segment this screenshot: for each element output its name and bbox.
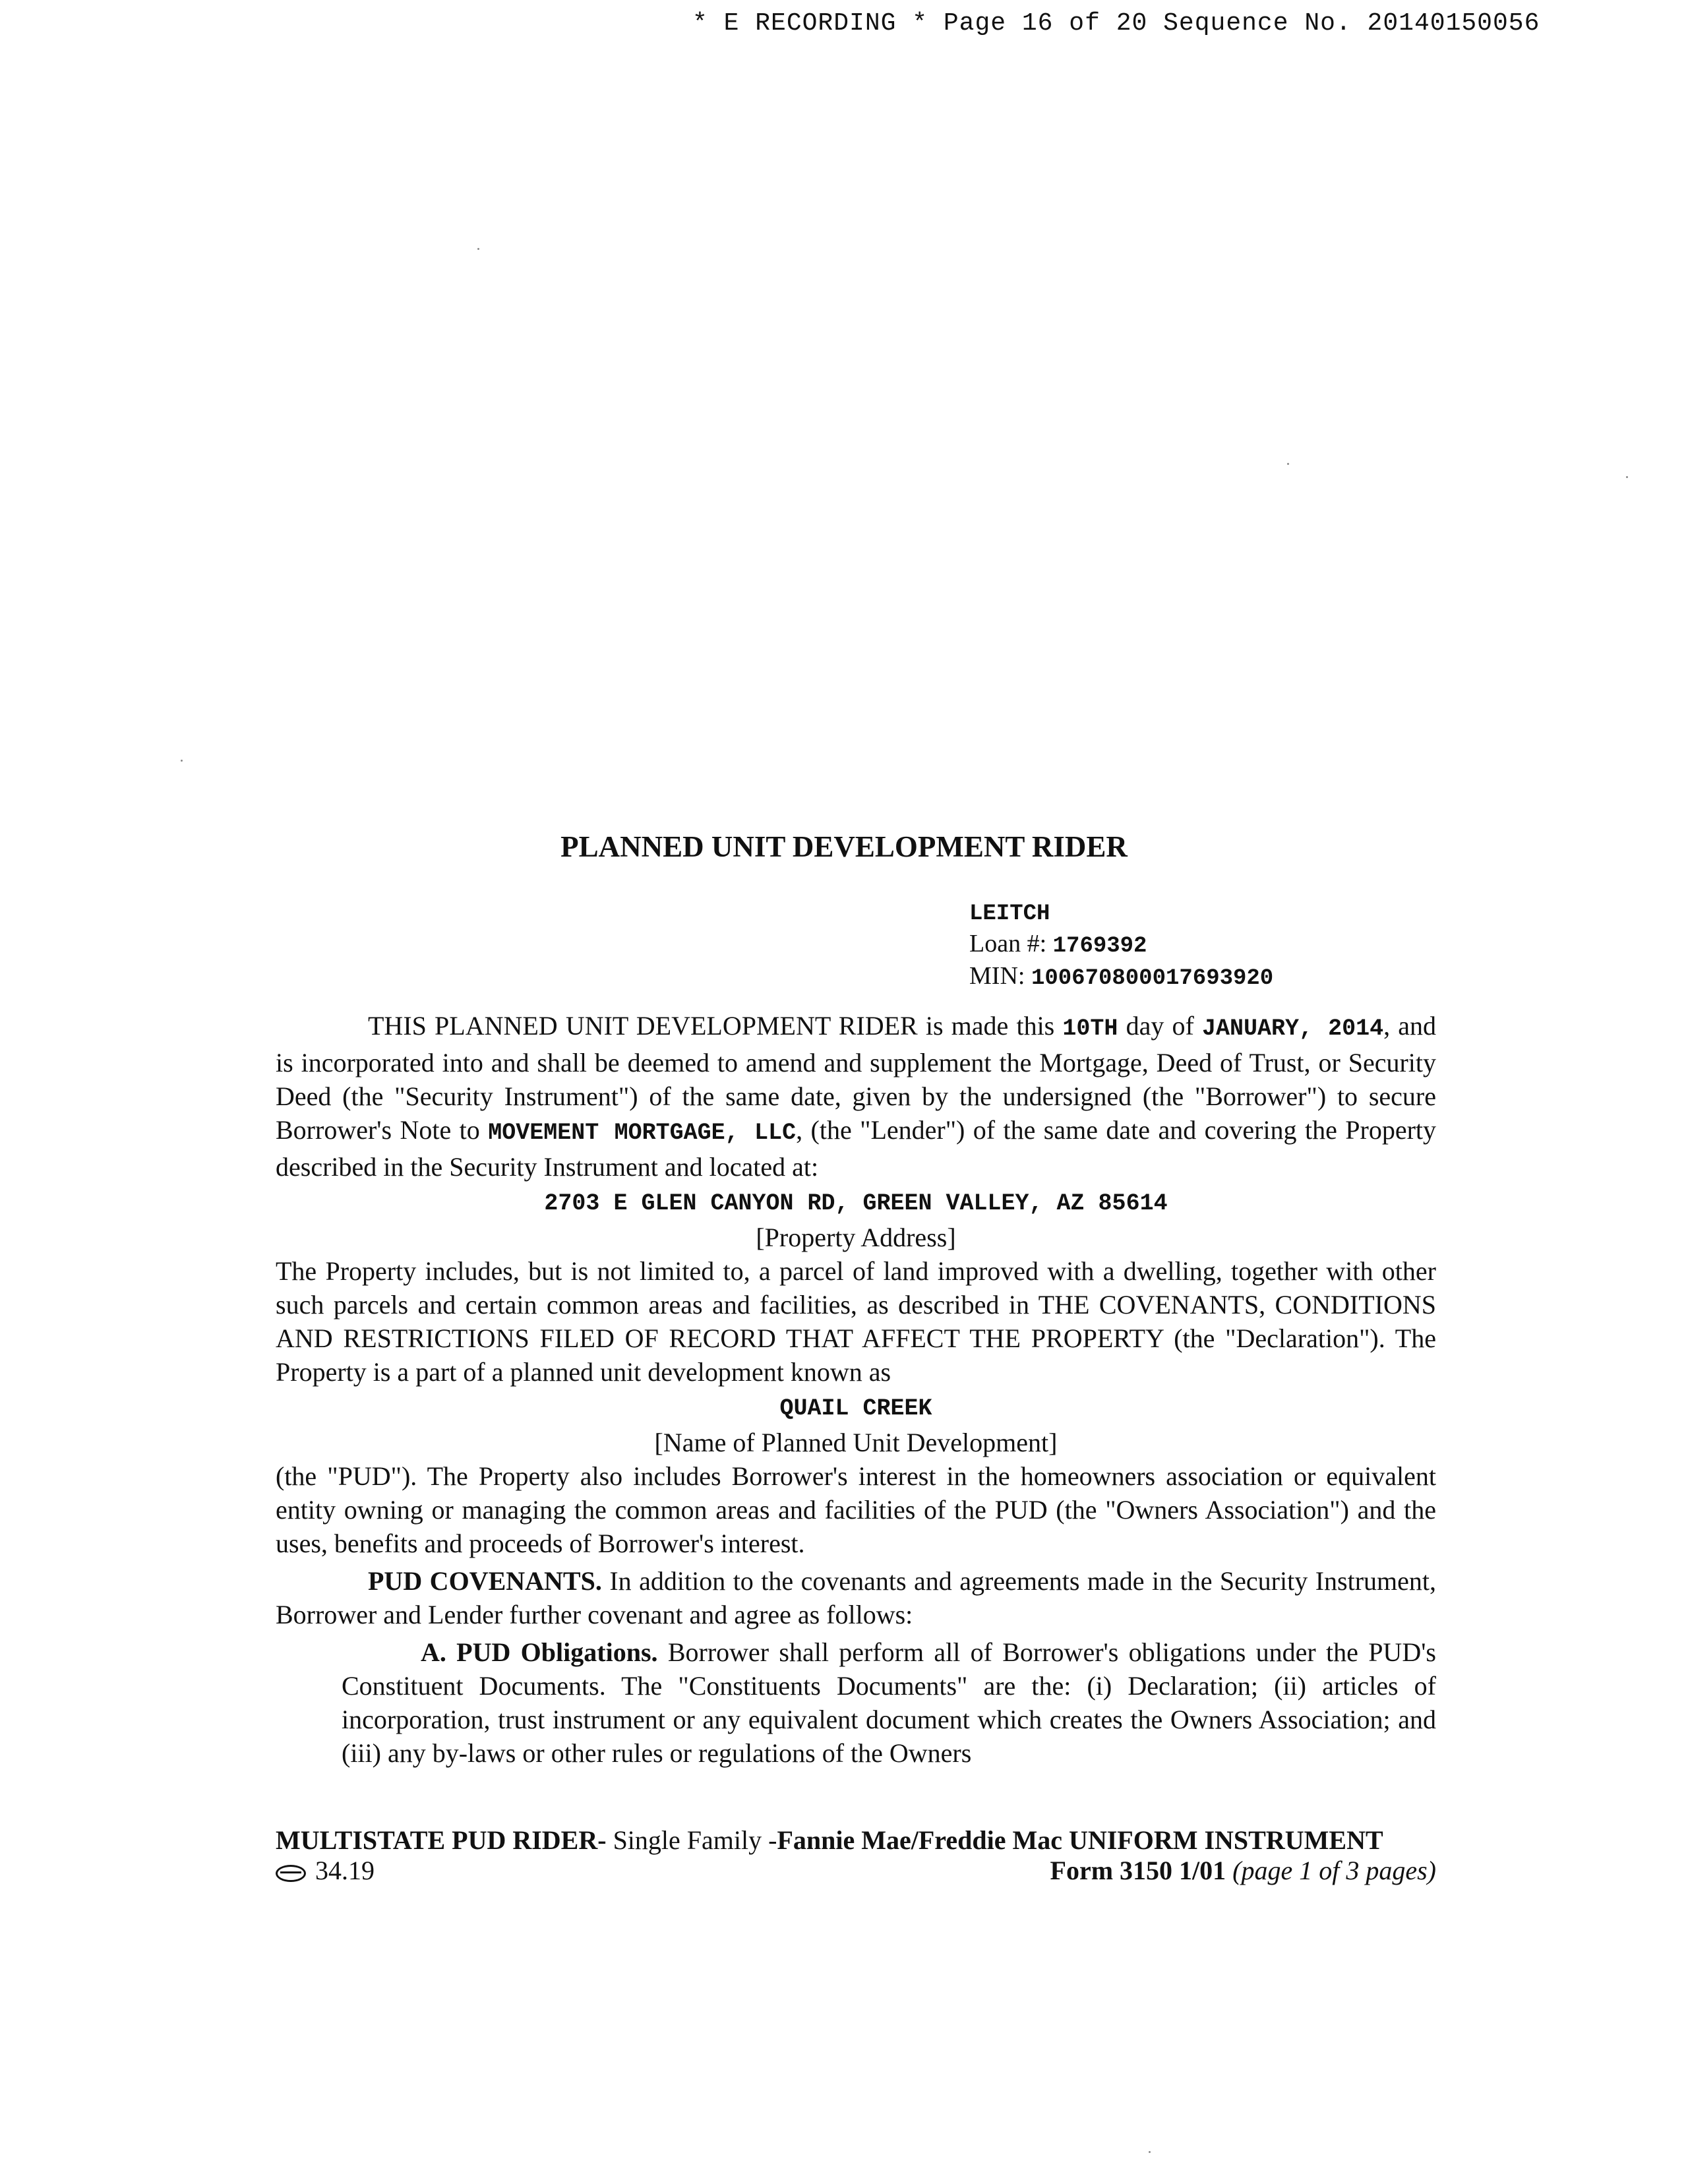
form-footer — [276, 1825, 1436, 1886]
pud-name: QUAIL CREEK — [779, 1395, 932, 1422]
scan-speck — [1287, 463, 1289, 465]
scan-speck — [1626, 476, 1628, 478]
intro-text-3: , and is incorporated into and shall be deemed to amend and supplement the Mortgage, Deed of Trust, or Security Deed (the "Security Instrument") of the same date, given by the undersigned (the "Borrower") to secure Borrower's Note to — [276, 1011, 1437, 1145]
pud-paragraph: (the "PUD"). The Property also includes Borrower's interest in the homeowners association or equivalent entity owning or managing the common areas and facilities of the PUD (the "Owners Association") and the uses, benefits and proceeds of Borrower's interest. — [276, 1461, 1436, 1558]
rider-body — [276, 1009, 1436, 1770]
covenants-paragraph — [276, 1564, 1436, 1631]
section-a-paragraph — [276, 1635, 1436, 1770]
form-vendor-logo-icon — [276, 1865, 306, 1882]
scan-speck — [181, 760, 183, 762]
loan-number: 1769392 — [1052, 934, 1147, 959]
intro-paragraph — [276, 1009, 1436, 1184]
intro-text-4: , (the "Lender") of the same date and covering the Property described in the Security Instrument and located at: — [276, 1115, 1437, 1182]
footer-title-bold: MULTISTATE PUD RIDER- — [276, 1825, 607, 1855]
scan-speck — [1149, 2151, 1151, 2153]
footer-form-info — [276, 1856, 1436, 1886]
property-address-block — [276, 1184, 1436, 1254]
footer-title-mid: Single Family - — [613, 1825, 777, 1855]
borrower-name: LEITCH — [969, 901, 1050, 926]
property-address: 2703 E GLEN CANYON RD, GREEN VALLEY, AZ 85614 — [544, 1190, 1168, 1217]
loan-number-label: Loan #: — [969, 930, 1047, 957]
property-address-label: [Property Address] — [756, 1223, 956, 1252]
min-number: 100670800017693920 — [1031, 966, 1274, 991]
form-version: 34.19 — [315, 1856, 375, 1885]
property-paragraph: The Property includes, but is not limited to, a parcel of land improved with a dwelling, together with other such parcels and certain common areas and facilities, as described in THE COVENANTS, CONDITIONS AND RESTRICTIONS FILED OF RECORD THAT AFFECT THE PROPERTY (the "Declaration"). The Property is a part of a planned unit development known as — [276, 1256, 1436, 1387]
section-a-heading: A. PUD Obligations. — [421, 1637, 658, 1667]
lender-name: MOVEMENT MORTGAGE, LLC — [488, 1120, 797, 1146]
recording-header: * E RECORDING * Page 16 of 20 Sequence No. 20140150056 — [692, 9, 1540, 38]
rider-day: 10TH — [1062, 1016, 1118, 1042]
covenants-heading: PUD COVENANTS. — [368, 1566, 602, 1596]
rider-month-year: JANUARY, 2014 — [1201, 1016, 1384, 1042]
footer-form-title — [276, 1825, 1436, 1856]
intro-text-1: THIS PLANNED UNIT DEVELOPMENT RIDER is made this — [368, 1011, 1055, 1041]
min-label: MIN: — [969, 962, 1025, 990]
footer-title-bold2: Fannie Mae/Freddie Mac UNIFORM INSTRUMENT — [777, 1825, 1383, 1855]
loan-info-block — [969, 897, 1431, 994]
section-a-text: Borrower shall perform all of Borrower's obligations under the PUD's Constituent Documents. The "Constituents Documents" are the: (i) Declaration; (ii) articles of incorporation, trust instrument or any equivalent document which creates the Owners Association; and (iii) any by-laws or other rules or regulations of the Owners — [342, 1637, 1436, 1768]
covenants-text: In addition to the covenants and agreements made in the Security Instrument, Borrower and Lender further covenant and agree as follows: — [276, 1566, 1437, 1629]
document-title: PLANNED UNIT DEVELOPMENT RIDER — [560, 830, 1128, 863]
pud-name-label: [Name of Planned Unit Development] — [654, 1428, 1058, 1457]
form-number: Form 3150 1/01 — [1050, 1856, 1226, 1885]
pud-name-block — [276, 1389, 1436, 1459]
intro-text-2: day of — [1126, 1011, 1194, 1041]
form-page-info: (page 1 of 3 pages) — [1232, 1856, 1436, 1885]
scan-speck — [477, 248, 479, 250]
